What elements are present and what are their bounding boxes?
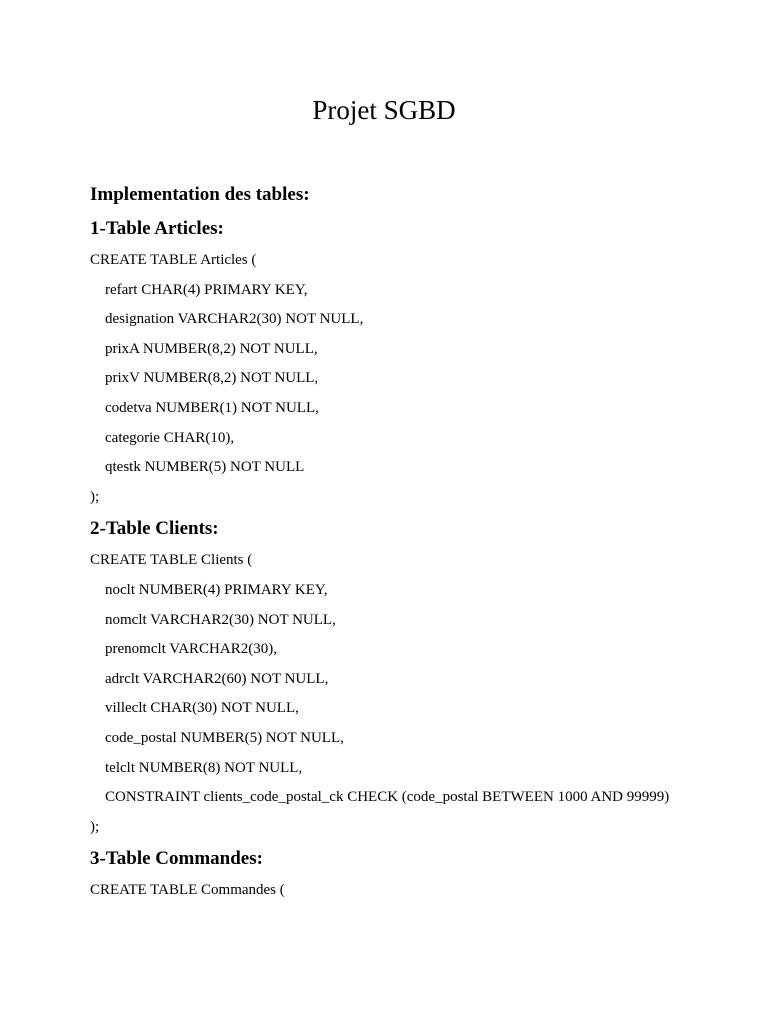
constraint-definition: CONSTRAINT clients_code_postal_ck CHECK (code_postal BETWEEN 1000 AND 99999)	[105, 789, 670, 806]
column-definition: villeclt CHAR(30) NOT NULL,	[105, 700, 299, 717]
statement-close: );	[90, 488, 100, 505]
column-definition: code_postal NUMBER(5) NOT NULL,	[105, 729, 344, 746]
table-articles-heading: 1-Table Articles:	[90, 218, 224, 239]
column-definition: adrclt VARCHAR2(60) NOT NULL,	[105, 670, 329, 687]
column-definition: categorie CHAR(10),	[105, 429, 235, 446]
column-definition: nomclt VARCHAR2(30) NOT NULL,	[105, 611, 336, 628]
table-clients-heading: 2-Table Clients:	[90, 518, 219, 540]
section-heading: Implementation des tables:	[90, 184, 310, 205]
create-table-articles: CREATE TABLE Articles (	[90, 252, 257, 268]
document-body	[90, 178, 730, 906]
column-definition: noclt NUMBER(4) PRIMARY KEY,	[105, 581, 328, 598]
table-clients-section	[90, 512, 730, 842]
table-commandes-heading: 3-Table Commandes:	[90, 848, 263, 870]
table-commandes-section	[90, 842, 730, 906]
column-definition: designation VARCHAR2(30) NOT NULL,	[105, 311, 364, 328]
document-title: Projet SGBD	[312, 95, 456, 125]
statement-close: );	[90, 818, 100, 835]
table-articles-section	[90, 212, 730, 512]
column-definition: prenomclt VARCHAR2(30),	[105, 641, 277, 658]
create-table-commandes: CREATE TABLE Commandes (	[90, 882, 285, 899]
column-definition: prixA NUMBER(8,2) NOT NULL,	[105, 340, 318, 357]
create-table-clients: CREATE TABLE Clients (	[90, 552, 253, 569]
column-definition: prixV NUMBER(8,2) NOT NULL,	[105, 370, 319, 387]
column-definition: refart CHAR(4) PRIMARY KEY,	[105, 281, 308, 298]
column-definition: codetva NUMBER(1) NOT NULL,	[105, 399, 319, 416]
column-definition: telclt NUMBER(8) NOT NULL,	[105, 759, 303, 776]
column-definition: qtestk NUMBER(5) NOT NULL	[105, 459, 305, 476]
